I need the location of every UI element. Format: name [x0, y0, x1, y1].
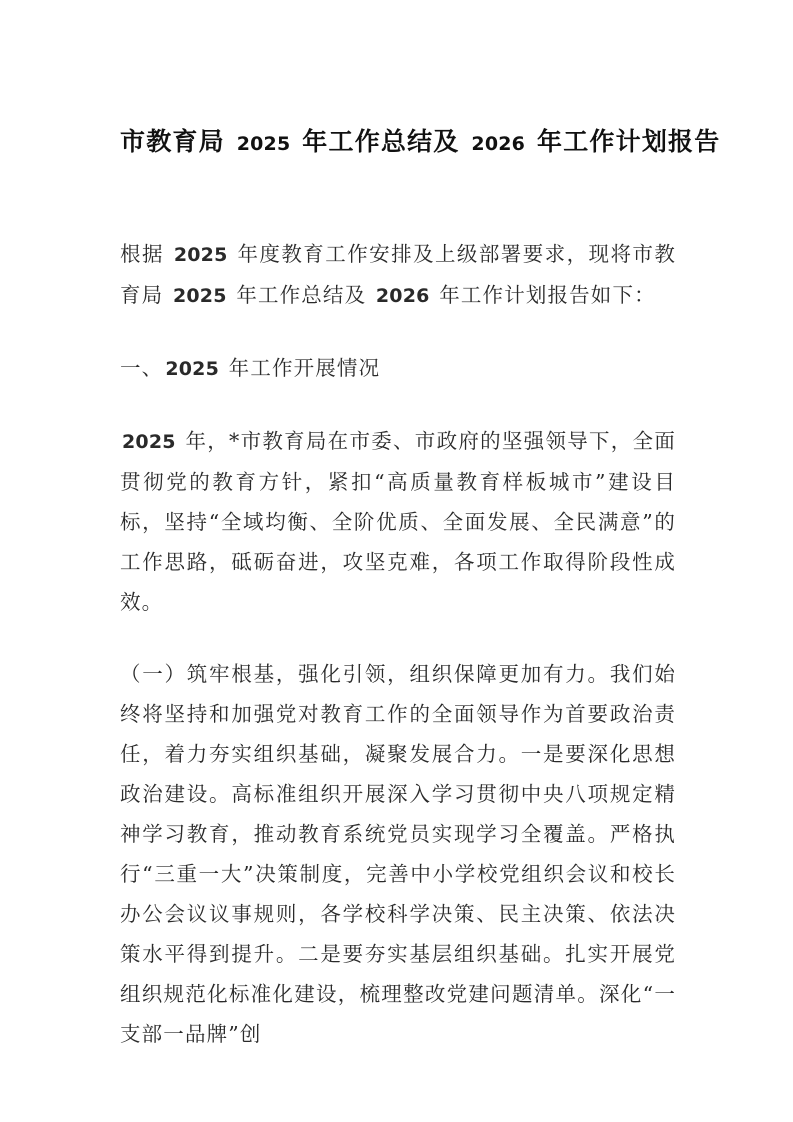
paragraph-gap-2 [120, 389, 676, 421]
paragraph-intro: 根据 2025 年度教育工作安排及上级部署要求，现将市教育局 2025 年工作总结及 2026 年工作计划报告如下： [120, 242, 676, 307]
section-heading-1: 一、 2025 年工作开展情况 [120, 356, 381, 380]
paragraph-gap-3 [120, 622, 676, 654]
numeric-token: 2025 [173, 244, 228, 266]
numeric-token: 2025 [122, 431, 176, 453]
numeric-token: 2026 [375, 285, 430, 307]
document-content [120, 0, 721, 1054]
numeric-token: 2026 [471, 133, 526, 155]
numeric-token: 2025 [172, 285, 227, 307]
numeric-token: 2025 [236, 133, 291, 155]
paragraph-section-1-intro: 2025 年，*市教育局在市委、市政府的坚强领导下，全面贯彻党的教育方针，紧扣“高质量教育样板城市”建设目标，坚持“全域均衡、全阶优质、全面发展、全民满意”的工作思路，砥砺奋进，攻坚克难，各项工作取得阶段性成效。 [120, 429, 676, 614]
paragraph-subsection-1-1: （一）筑牢根基，强化引领，组织保障更加有力。我们始终将坚持和加强党对教育工作的全面领导作为首要政治责任，着力夯实组织基础，凝聚发展合力。一是要深化思想政治建设。高标准组织开展深入学习贯彻中央八项规定精神学习教育，推动教育系统党员实现学习全覆盖。严格执行“三重一大”决策制度，完善中小学校党组织会议和校长办公会议议事规则，各学校科学决策、民主决策、依法决策水平得到提升。二是要夯实基层组织基础。扎实开展党组织规范化标准化建设，梳理整改党建问题清单。深化“一支部一品牌”创 [120, 662, 676, 1046]
page-title: 市教育局 2025 年工作总结及 2026 年工作计划报告 [120, 127, 721, 156]
title-body-gap [120, 164, 676, 234]
paragraph-gap-1 [120, 316, 676, 348]
numeric-token: 2025 [165, 358, 219, 380]
top-margin-spacer [120, 0, 676, 122]
